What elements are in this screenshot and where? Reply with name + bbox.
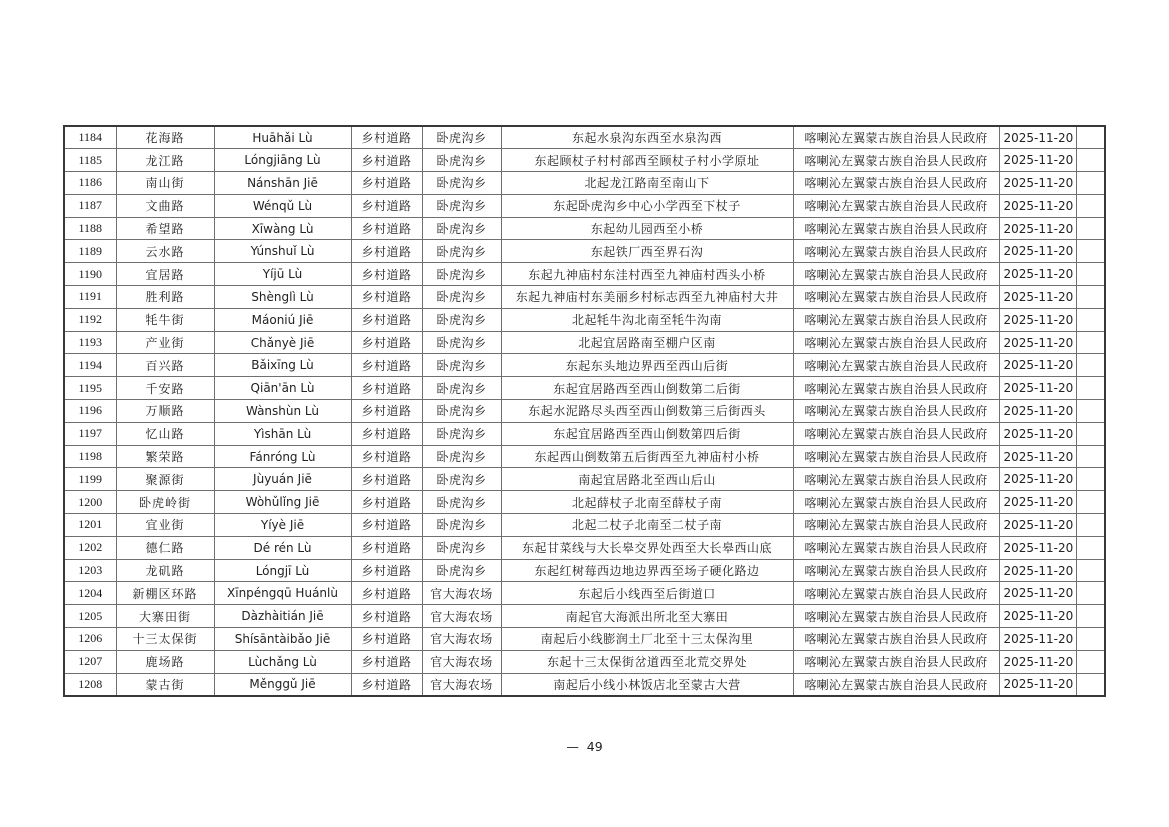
table-row: [64, 286, 1105, 309]
road-type-cell: 乡村道路: [351, 582, 422, 605]
approval-date-cell: 2025-11-20: [999, 126, 1076, 149]
township-cell: 卧虎沟乡: [422, 377, 501, 400]
row-number-cell: 1202: [64, 536, 116, 559]
start-end-description-cell: 南起后小线小林饭店北至蒙古大营: [501, 673, 793, 696]
road-name-pinyin-cell: Nánshān Jiē: [214, 172, 351, 195]
road-type-cell: 乡村道路: [351, 172, 422, 195]
road-name-pinyin-cell: Wànshùn Lù: [214, 400, 351, 423]
approval-date-cell: 2025-11-20: [999, 240, 1076, 263]
start-end-description-cell: 东起铁厂西至界石沟: [501, 240, 793, 263]
township-cell: 官大海农场: [422, 605, 501, 628]
road-name-pinyin-cell: Máoniú Jiē: [214, 308, 351, 331]
road-name-pinyin-cell: Bǎixīng Lù: [214, 354, 351, 377]
remarks-cell: [1076, 217, 1105, 240]
road-name-pinyin-cell: Dàzhàitián Jiē: [214, 605, 351, 628]
table-row: [64, 628, 1105, 651]
road-name-cn-cell: 希望路: [116, 217, 214, 240]
township-cell: 卧虎沟乡: [422, 308, 501, 331]
road-name-cn-cell: 千安路: [116, 377, 214, 400]
remarks-cell: [1076, 331, 1105, 354]
road-type-cell: 乡村道路: [351, 308, 422, 331]
remarks-cell: [1076, 536, 1105, 559]
township-cell: 官大海农场: [422, 582, 501, 605]
table-row: [64, 536, 1105, 559]
road-name-cn-cell: 云水路: [116, 240, 214, 263]
approval-date-cell: 2025-11-20: [999, 354, 1076, 377]
road-type-cell: 乡村道路: [351, 514, 422, 537]
township-cell: 卧虎沟乡: [422, 172, 501, 195]
start-end-description-cell: 东起水泥路尽头西至西山倒数第三后街西头: [501, 400, 793, 423]
approval-authority-cell: 喀喇沁左翼蒙古族自治县人民政府: [793, 400, 999, 423]
road-name-pinyin-cell: Wòhǔlǐng Jiē: [214, 491, 351, 514]
township-cell: 卧虎沟乡: [422, 126, 501, 149]
remarks-cell: [1076, 400, 1105, 423]
row-number-cell: 1198: [64, 445, 116, 468]
start-end-description-cell: 东起甘菜线与大长皋交界处西至大长皋西山底: [501, 536, 793, 559]
road-type-cell: 乡村道路: [351, 400, 422, 423]
road-name-pinyin-cell: Dé rén Lù: [214, 536, 351, 559]
road-type-cell: 乡村道路: [351, 468, 422, 491]
table-row: [64, 377, 1105, 400]
row-number-cell: 1197: [64, 422, 116, 445]
row-number-cell: 1184: [64, 126, 116, 149]
approval-date-cell: 2025-11-20: [999, 559, 1076, 582]
road-name-cn-cell: 宜居路: [116, 263, 214, 286]
road-name-pinyin-cell: Lóngjī Lù: [214, 559, 351, 582]
roads-table: [63, 125, 1106, 697]
road-type-cell: 乡村道路: [351, 263, 422, 286]
approval-date-cell: 2025-11-20: [999, 331, 1076, 354]
table-row: [64, 422, 1105, 445]
approval-authority-cell: 喀喇沁左翼蒙古族自治县人民政府: [793, 308, 999, 331]
road-name-cn-cell: 新棚区环路: [116, 582, 214, 605]
approval-authority-cell: 喀喇沁左翼蒙古族自治县人民政府: [793, 194, 999, 217]
remarks-cell: [1076, 422, 1105, 445]
approval-date-cell: 2025-11-20: [999, 286, 1076, 309]
start-end-description-cell: 东起宜居路西至西山倒数第二后街: [501, 377, 793, 400]
start-end-description-cell: 东起幼儿园西至小桥: [501, 217, 793, 240]
township-cell: 卧虎沟乡: [422, 286, 501, 309]
township-cell: 卧虎沟乡: [422, 491, 501, 514]
row-number-cell: 1206: [64, 628, 116, 651]
road-name-cn-cell: 十三太保街: [116, 628, 214, 651]
remarks-cell: [1076, 149, 1105, 172]
approval-date-cell: 2025-11-20: [999, 422, 1076, 445]
start-end-description-cell: 东起红树莓西边地边界西至场子硬化路边: [501, 559, 793, 582]
road-name-cn-cell: 卧虎岭街: [116, 491, 214, 514]
road-name-pinyin-cell: Yìshān Lù: [214, 422, 351, 445]
road-name-pinyin-cell: Shènglì Lù: [214, 286, 351, 309]
remarks-cell: [1076, 445, 1105, 468]
approval-authority-cell: 喀喇沁左翼蒙古族自治县人民政府: [793, 628, 999, 651]
road-name-pinyin-cell: Fánróng Lù: [214, 445, 351, 468]
road-type-cell: 乡村道路: [351, 331, 422, 354]
remarks-cell: [1076, 605, 1105, 628]
road-name-cn-cell: 文曲路: [116, 194, 214, 217]
row-number-cell: 1205: [64, 605, 116, 628]
township-cell: 卧虎沟乡: [422, 217, 501, 240]
start-end-description-cell: 东起十三太保街岔道西至北荒交界处: [501, 650, 793, 673]
road-name-cn-cell: 大寨田街: [116, 605, 214, 628]
road-name-cn-cell: 繁荣路: [116, 445, 214, 468]
approval-authority-cell: 喀喇沁左翼蒙古族自治县人民政府: [793, 514, 999, 537]
remarks-cell: [1076, 559, 1105, 582]
road-name-cn-cell: 聚源街: [116, 468, 214, 491]
road-name-cn-cell: 万顺路: [116, 400, 214, 423]
approval-authority-cell: 喀喇沁左翼蒙古族自治县人民政府: [793, 422, 999, 445]
remarks-cell: [1076, 126, 1105, 149]
road-name-pinyin-cell: Huāhǎi Lù: [214, 126, 351, 149]
approval-authority-cell: 喀喇沁左翼蒙古族自治县人民政府: [793, 149, 999, 172]
approval-authority-cell: 喀喇沁左翼蒙古族自治县人民政府: [793, 445, 999, 468]
road-name-cn-cell: 胜利路: [116, 286, 214, 309]
road-name-cn-cell: 宜业街: [116, 514, 214, 537]
row-number-cell: 1185: [64, 149, 116, 172]
start-end-description-cell: 东起后小线西至后街道口: [501, 582, 793, 605]
row-number-cell: 1192: [64, 308, 116, 331]
road-name-cn-cell: 龙矶路: [116, 559, 214, 582]
row-number-cell: 1207: [64, 650, 116, 673]
road-type-cell: 乡村道路: [351, 650, 422, 673]
row-number-cell: 1199: [64, 468, 116, 491]
road-name-pinyin-cell: Yíjū Lù: [214, 263, 351, 286]
approval-authority-cell: 喀喇沁左翼蒙古族自治县人民政府: [793, 172, 999, 195]
road-name-cn-cell: 牦牛街: [116, 308, 214, 331]
approval-date-cell: 2025-11-20: [999, 650, 1076, 673]
road-type-cell: 乡村道路: [351, 194, 422, 217]
road-name-cn-cell: 花海路: [116, 126, 214, 149]
township-cell: 卧虎沟乡: [422, 331, 501, 354]
road-type-cell: 乡村道路: [351, 445, 422, 468]
township-cell: 卧虎沟乡: [422, 263, 501, 286]
township-cell: 卧虎沟乡: [422, 194, 501, 217]
road-type-cell: 乡村道路: [351, 673, 422, 696]
road-name-pinyin-cell: Yíyè Jiē: [214, 514, 351, 537]
remarks-cell: [1076, 263, 1105, 286]
road-name-cn-cell: 蒙古街: [116, 673, 214, 696]
township-cell: 卧虎沟乡: [422, 536, 501, 559]
row-number-cell: 1196: [64, 400, 116, 423]
table-row: [64, 582, 1105, 605]
table-row: [64, 491, 1105, 514]
road-name-cn-cell: 忆山路: [116, 422, 214, 445]
remarks-cell: [1076, 514, 1105, 537]
road-type-cell: 乡村道路: [351, 126, 422, 149]
approval-date-cell: 2025-11-20: [999, 605, 1076, 628]
approval-date-cell: 2025-11-20: [999, 514, 1076, 537]
approval-date-cell: 2025-11-20: [999, 194, 1076, 217]
row-number-cell: 1200: [64, 491, 116, 514]
start-end-description-cell: 东起东头地边界西至西山后街: [501, 354, 793, 377]
road-name-cn-cell: 龙江路: [116, 149, 214, 172]
remarks-cell: [1076, 628, 1105, 651]
road-type-cell: 乡村道路: [351, 628, 422, 651]
road-type-cell: 乡村道路: [351, 354, 422, 377]
road-type-cell: 乡村道路: [351, 149, 422, 172]
row-number-cell: 1191: [64, 286, 116, 309]
road-type-cell: 乡村道路: [351, 605, 422, 628]
road-name-pinyin-cell: Xīwàng Lù: [214, 217, 351, 240]
start-end-description-cell: 南起后小线膨润土厂北至十三太保沟里: [501, 628, 793, 651]
township-cell: 卧虎沟乡: [422, 514, 501, 537]
start-end-description-cell: 南起官大海派出所北至大寨田: [501, 605, 793, 628]
approval-authority-cell: 喀喇沁左翼蒙古族自治县人民政府: [793, 559, 999, 582]
road-type-cell: 乡村道路: [351, 377, 422, 400]
remarks-cell: [1076, 240, 1105, 263]
row-number-cell: 1208: [64, 673, 116, 696]
approval-date-cell: 2025-11-20: [999, 673, 1076, 696]
approval-authority-cell: 喀喇沁左翼蒙古族自治县人民政府: [793, 673, 999, 696]
start-end-description-cell: 东起顾杖子村村部西至顾杖子村小学原址: [501, 149, 793, 172]
remarks-cell: [1076, 172, 1105, 195]
road-name-cn-cell: 南山街: [116, 172, 214, 195]
start-end-description-cell: 北起龙江路南至南山下: [501, 172, 793, 195]
table-row: [64, 445, 1105, 468]
remarks-cell: [1076, 377, 1105, 400]
road-name-pinyin-cell: Měnggǔ Jiē: [214, 673, 351, 696]
table-row: [64, 331, 1105, 354]
remarks-cell: [1076, 194, 1105, 217]
approval-authority-cell: 喀喇沁左翼蒙古族自治县人民政府: [793, 354, 999, 377]
road-type-cell: 乡村道路: [351, 536, 422, 559]
township-cell: 卧虎沟乡: [422, 445, 501, 468]
start-end-description-cell: 东起西山倒数第五后街西至九神庙村小桥: [501, 445, 793, 468]
row-number-cell: 1187: [64, 194, 116, 217]
road-name-pinyin-cell: Chǎnyè Jiē: [214, 331, 351, 354]
row-number-cell: 1204: [64, 582, 116, 605]
table-row: [64, 172, 1105, 195]
table-row: [64, 354, 1105, 377]
township-cell: 卧虎沟乡: [422, 400, 501, 423]
road-name-pinyin-cell: Qiān'ān Lù: [214, 377, 351, 400]
road-type-cell: 乡村道路: [351, 286, 422, 309]
remarks-cell: [1076, 491, 1105, 514]
township-cell: 卧虎沟乡: [422, 354, 501, 377]
road-type-cell: 乡村道路: [351, 240, 422, 263]
approval-date-cell: 2025-11-20: [999, 536, 1076, 559]
approval-date-cell: 2025-11-20: [999, 149, 1076, 172]
road-name-cn-cell: 产业街: [116, 331, 214, 354]
remarks-cell: [1076, 582, 1105, 605]
start-end-description-cell: 东起宜居路西至西山倒数第四后街: [501, 422, 793, 445]
start-end-description-cell: 东起水泉沟东西至水泉沟西: [501, 126, 793, 149]
row-number-cell: 1194: [64, 354, 116, 377]
township-cell: 卧虎沟乡: [422, 468, 501, 491]
remarks-cell: [1076, 308, 1105, 331]
start-end-description-cell: 北起牦牛沟北南至牦牛沟南: [501, 308, 793, 331]
remarks-cell: [1076, 650, 1105, 673]
township-cell: 官大海农场: [422, 673, 501, 696]
approval-authority-cell: 喀喇沁左翼蒙古族自治县人民政府: [793, 331, 999, 354]
approval-date-cell: 2025-11-20: [999, 172, 1076, 195]
road-type-cell: 乡村道路: [351, 559, 422, 582]
approval-authority-cell: 喀喇沁左翼蒙古族自治县人民政府: [793, 240, 999, 263]
table-row: [64, 308, 1105, 331]
table-row: [64, 126, 1105, 149]
approval-date-cell: 2025-11-20: [999, 217, 1076, 240]
row-number-cell: 1201: [64, 514, 116, 537]
remarks-cell: [1076, 286, 1105, 309]
table-row: [64, 240, 1105, 263]
start-end-description-cell: 东起九神庙村东美丽乡村标志西至九神庙村大井: [501, 286, 793, 309]
approval-authority-cell: 喀喇沁左翼蒙古族自治县人民政府: [793, 491, 999, 514]
road-name-pinyin-cell: Jùyuán Jiē: [214, 468, 351, 491]
row-number-cell: 1190: [64, 263, 116, 286]
township-cell: 卧虎沟乡: [422, 149, 501, 172]
approval-date-cell: 2025-11-20: [999, 628, 1076, 651]
table-row: [64, 217, 1105, 240]
approval-authority-cell: 喀喇沁左翼蒙古族自治县人民政府: [793, 286, 999, 309]
approval-authority-cell: 喀喇沁左翼蒙古族自治县人民政府: [793, 217, 999, 240]
row-number-cell: 1186: [64, 172, 116, 195]
remarks-cell: [1076, 354, 1105, 377]
row-number-cell: 1189: [64, 240, 116, 263]
approval-authority-cell: 喀喇沁左翼蒙古族自治县人民政府: [793, 126, 999, 149]
row-number-cell: 1203: [64, 559, 116, 582]
start-end-description-cell: 北起二杖子北南至二杖子南: [501, 514, 793, 537]
start-end-description-cell: 南起宜居路北至西山后山: [501, 468, 793, 491]
approval-date-cell: 2025-11-20: [999, 377, 1076, 400]
road-name-cn-cell: 百兴路: [116, 354, 214, 377]
township-cell: 官大海农场: [422, 628, 501, 651]
approval-authority-cell: 喀喇沁左翼蒙古族自治县人民政府: [793, 582, 999, 605]
table-row: [64, 400, 1105, 423]
approval-date-cell: 2025-11-20: [999, 263, 1076, 286]
approval-date-cell: 2025-11-20: [999, 400, 1076, 423]
table-row: [64, 673, 1105, 696]
remarks-cell: [1076, 673, 1105, 696]
township-cell: 卧虎沟乡: [422, 422, 501, 445]
page-number: — 49: [566, 739, 603, 754]
road-name-cn-cell: 鹿场路: [116, 650, 214, 673]
township-cell: 卧虎沟乡: [422, 240, 501, 263]
row-number-cell: 1188: [64, 217, 116, 240]
road-name-pinyin-cell: Lóngjiāng Lù: [214, 149, 351, 172]
table-row: [64, 468, 1105, 491]
approval-authority-cell: 喀喇沁左翼蒙古族自治县人民政府: [793, 377, 999, 400]
table-row: [64, 605, 1105, 628]
approval-authority-cell: 喀喇沁左翼蒙古族自治县人民政府: [793, 650, 999, 673]
table-row: [64, 194, 1105, 217]
road-type-cell: 乡村道路: [351, 491, 422, 514]
road-name-cn-cell: 德仁路: [116, 536, 214, 559]
row-number-cell: 1195: [64, 377, 116, 400]
table-row: [64, 559, 1105, 582]
road-name-pinyin-cell: Xīnpéngqū Huánlù: [214, 582, 351, 605]
road-type-cell: 乡村道路: [351, 422, 422, 445]
township-cell: 卧虎沟乡: [422, 559, 501, 582]
road-name-pinyin-cell: Yúnshuǐ Lù: [214, 240, 351, 263]
approval-authority-cell: 喀喇沁左翼蒙古族自治县人民政府: [793, 263, 999, 286]
road-type-cell: 乡村道路: [351, 217, 422, 240]
row-number-cell: 1193: [64, 331, 116, 354]
table-row: [64, 514, 1105, 537]
approval-authority-cell: 喀喇沁左翼蒙古族自治县人民政府: [793, 605, 999, 628]
approval-authority-cell: 喀喇沁左翼蒙古族自治县人民政府: [793, 468, 999, 491]
road-name-pinyin-cell: Wénqǔ Lù: [214, 194, 351, 217]
start-end-description-cell: 北起宜居路南至棚户区南: [501, 331, 793, 354]
remarks-cell: [1076, 468, 1105, 491]
approval-authority-cell: 喀喇沁左翼蒙古族自治县人民政府: [793, 536, 999, 559]
approval-date-cell: 2025-11-20: [999, 491, 1076, 514]
table-row: [64, 263, 1105, 286]
table-row: [64, 149, 1105, 172]
approval-date-cell: 2025-11-20: [999, 445, 1076, 468]
roads-table-body: [64, 126, 1105, 696]
road-name-pinyin-cell: Lùchǎng Lù: [214, 650, 351, 673]
approval-date-cell: 2025-11-20: [999, 582, 1076, 605]
approval-date-cell: 2025-11-20: [999, 308, 1076, 331]
township-cell: 官大海农场: [422, 650, 501, 673]
approval-date-cell: 2025-11-20: [999, 468, 1076, 491]
start-end-description-cell: 东起九神庙村东洼村西至九神庙村西头小桥: [501, 263, 793, 286]
start-end-description-cell: 北起薛杖子北南至薛杖子南: [501, 491, 793, 514]
road-name-pinyin-cell: Shísāntàibǎo Jiē: [214, 628, 351, 651]
start-end-description-cell: 东起卧虎沟乡中心小学西至下杖子: [501, 194, 793, 217]
table-row: [64, 650, 1105, 673]
